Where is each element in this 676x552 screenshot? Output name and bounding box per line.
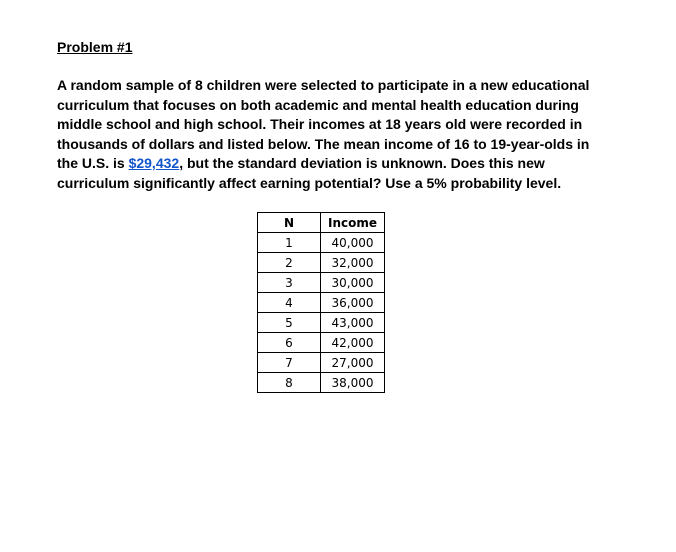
cell-income: 42,000 xyxy=(321,333,385,353)
cell-n: 3 xyxy=(258,273,321,293)
cell-n: 2 xyxy=(258,253,321,273)
cell-income: 32,000 xyxy=(321,253,385,273)
cell-n: 7 xyxy=(258,353,321,373)
cell-n: 5 xyxy=(258,313,321,333)
table-row xyxy=(258,233,385,253)
problem-line: A random sample of 8 children were selected to participate in a new educational xyxy=(57,77,590,93)
cell-n: 1 xyxy=(258,233,321,253)
problem-line: middle school and high school. Their incomes at 18 years old were recorded in xyxy=(57,116,583,132)
cell-income: 27,000 xyxy=(321,353,385,373)
table-row xyxy=(258,273,385,293)
mean-income-link[interactable]: $29,432 xyxy=(128,155,180,171)
table-row xyxy=(258,353,385,373)
line-text-before-link: the U.S. is xyxy=(57,155,129,171)
table-row xyxy=(258,333,385,353)
problem-line: curriculum significantly affect earning potential? Use a 5% probability level. xyxy=(57,174,562,191)
table-row xyxy=(258,253,385,273)
column-header-income: Income xyxy=(321,213,385,233)
problem-line-with-link xyxy=(57,154,627,174)
cell-income: 40,000 xyxy=(321,233,385,253)
table-header-row xyxy=(258,213,385,233)
line-text-after-link: , but the standard deviation is unknown. Does this new xyxy=(179,155,545,171)
cell-income: 36,000 xyxy=(321,293,385,313)
cell-n: 8 xyxy=(258,373,321,393)
problem-line: thousands of dollars and listed below. The mean income of 16 to 19-year-olds in xyxy=(57,135,590,152)
cell-income: 38,000 xyxy=(321,373,385,393)
income-table xyxy=(257,212,385,393)
problem-statement xyxy=(57,76,627,193)
table-row xyxy=(258,313,385,333)
table-row xyxy=(258,293,385,313)
problem-line: curriculum that focuses on both academic and mental health education during xyxy=(57,96,579,113)
cell-income: 43,000 xyxy=(321,313,385,333)
cell-income: 30,000 xyxy=(321,273,385,293)
cell-n: 6 xyxy=(258,333,321,353)
table-row xyxy=(258,373,385,393)
cell-n: 4 xyxy=(258,293,321,313)
column-header-n: N xyxy=(258,213,321,233)
problem-heading: Problem #1 xyxy=(57,39,133,55)
